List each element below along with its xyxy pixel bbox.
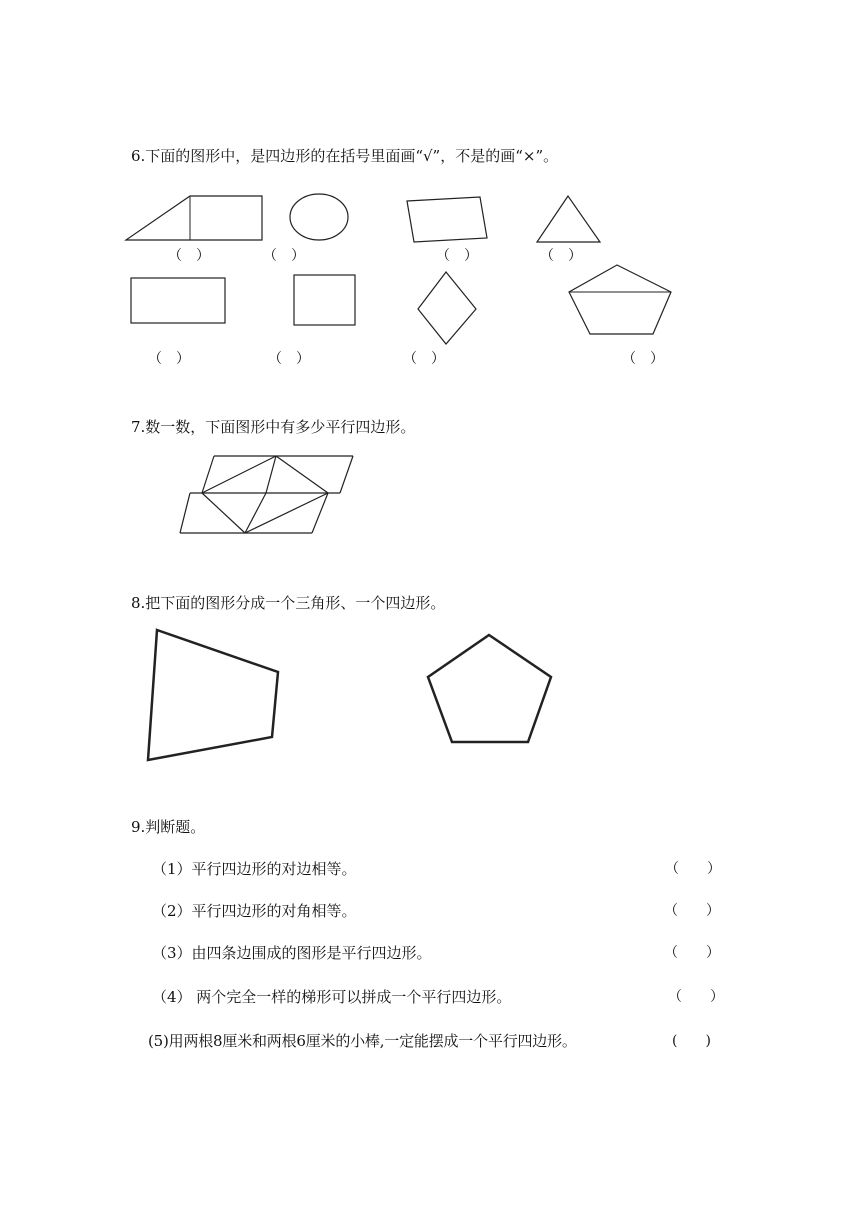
q7-title: 7.数一数，下面图形中有多少平行四边形。 — [131, 418, 416, 436]
q6-title: 6.下面的图形中，是四边形的在括号里面画“√”，不是的画“×”。 — [131, 147, 559, 165]
answer-blank-2[interactable]: （ ） — [263, 248, 305, 264]
judgment-item-2: （2）平行四边形的对角相等。 — [152, 902, 357, 920]
pentagon-shape — [428, 635, 551, 742]
judgment-blank-1[interactable]: （ ） — [665, 861, 721, 877]
q8-title: 8.把下面的图形分成一个三角形、一个四边形。 — [131, 594, 446, 612]
answer-blank-7[interactable]: （ ） — [403, 351, 445, 367]
quadrilateral-shape — [148, 630, 278, 760]
judgment-blank-3[interactable]: （ ） — [664, 945, 720, 961]
judgment-item-1: （1）平行四边形的对边相等。 — [152, 860, 357, 878]
answer-blank-8[interactable]: （ ） — [622, 351, 664, 367]
judgment-blank-5[interactable]: ( ) — [672, 1033, 711, 1049]
answer-blank-1[interactable]: （ ） — [168, 248, 210, 264]
answer-blank-4[interactable]: （ ） — [540, 248, 582, 264]
judgment-item-3: （3）由四条边围成的图形是平行四边形。 — [152, 944, 432, 962]
q9-title: 9.判断题。 — [131, 818, 206, 836]
answer-blank-3[interactable]: （ ） — [436, 248, 478, 264]
judgment-blank-4[interactable]: （ ） — [668, 989, 724, 1005]
answer-blank-6[interactable]: （ ） — [268, 351, 310, 367]
judgment-item-4: （4） 两个完全一样的梯形可以拼成一个平行四边形。 — [152, 988, 512, 1006]
judgment-item-5: (5)用两根8厘米和两根6厘米的小棒,一定能摆成一个平行四边形。 — [148, 1032, 577, 1050]
judgment-blank-2[interactable]: （ ） — [664, 903, 720, 919]
answer-blank-5[interactable]: （ ） — [148, 351, 190, 367]
